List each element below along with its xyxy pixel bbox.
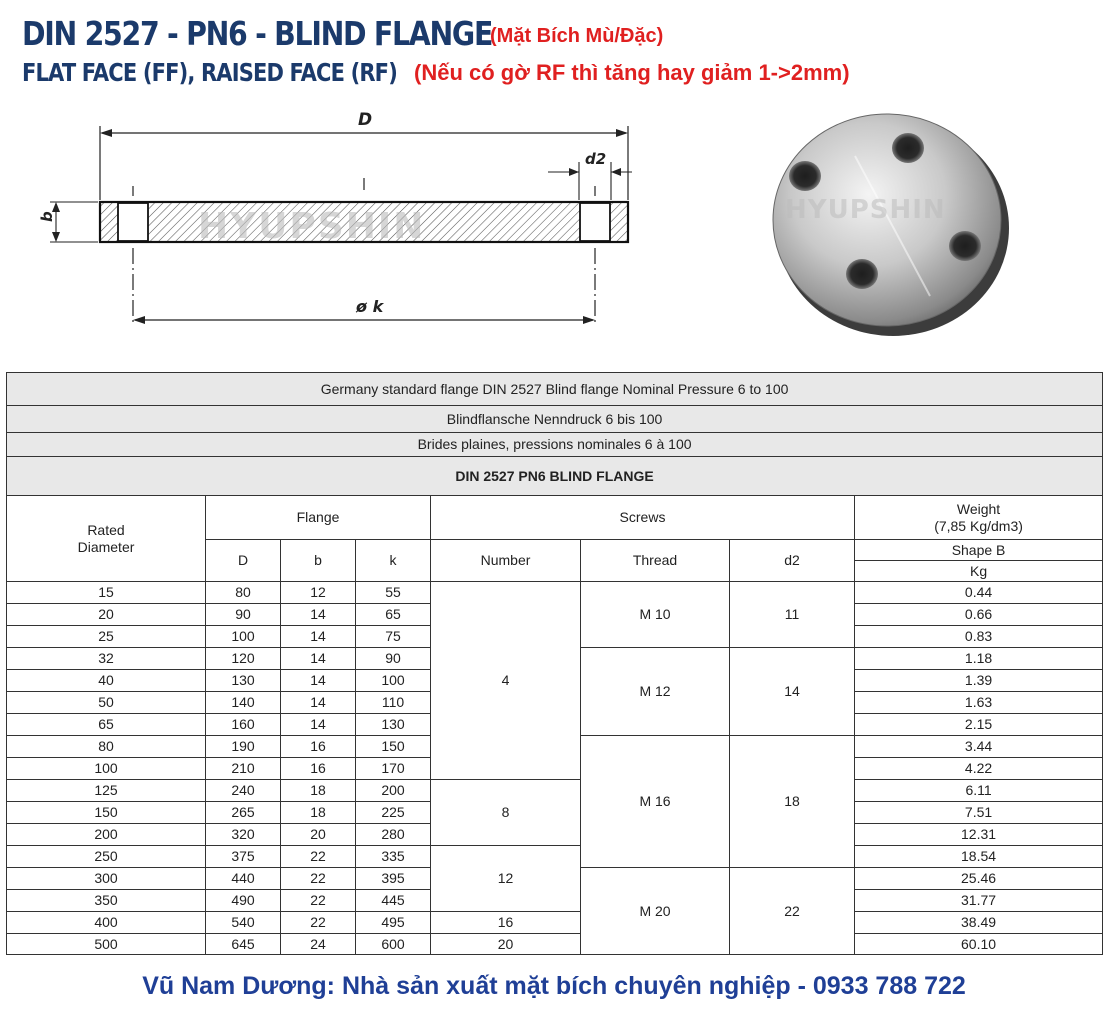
cell-D: 190 [206,736,281,758]
cell-b: 24 [281,934,356,955]
cell-weight: 18.54 [855,846,1103,868]
cell-k: 100 [356,670,431,692]
page-title-vietnamese: (Mặt Bích Mù/Đặc) [490,25,664,47]
cell-weight: 25.46 [855,868,1103,890]
cell-b: 18 [281,780,356,802]
cell-d2: 11 [730,582,855,648]
cell-screw-number: 8 [431,780,581,846]
cell-b: 14 [281,648,356,670]
cell-weight: 0.44 [855,582,1103,604]
cell-rated-diameter: 40 [7,670,206,692]
cell-D: 100 [206,626,281,648]
cell-screw-number: 12 [431,846,581,912]
cell-weight: 6.11 [855,780,1103,802]
cell-weight: 2.15 [855,714,1103,736]
cell-b: 22 [281,912,356,934]
cell-weight: 38.49 [855,912,1103,934]
table-title-fr: Brides plaines, pressions nominales 6 à 100 [7,433,1103,457]
page-subtitle-note: (Nếu có gờ RF thì tăng hay giảm 1->2mm) [414,60,850,85]
cell-b: 20 [281,824,356,846]
col-header-thread: Thread [581,540,730,582]
cell-weight: 12.31 [855,824,1103,846]
cell-rated-diameter: 80 [7,736,206,758]
table-title-main: DIN 2527 PN6 BLIND FLANGE [7,457,1103,496]
table-title-en: Germany standard flange DIN 2527 Blind flange Nominal Pressure 6 to 100 [7,373,1103,406]
col-header-number: Number [431,540,581,582]
cell-d2: 22 [730,868,855,955]
cell-k: 335 [356,846,431,868]
cell-k: 65 [356,604,431,626]
dim-label-D: D [358,110,373,130]
cell-k: 130 [356,714,431,736]
cell-k: 90 [356,648,431,670]
cell-rated-diameter: 150 [7,802,206,824]
cell-rated-diameter: 400 [7,912,206,934]
cell-screw-number: 4 [431,582,581,780]
cell-rated-diameter: 100 [7,758,206,780]
table-row [7,846,1103,868]
page-subtitle: FLAT FACE (FF), RAISED FACE (RF) [22,58,397,87]
col-header-flange: Flange [206,496,431,540]
cell-D: 320 [206,824,281,846]
cell-thread: M 16 [581,736,730,868]
cell-k: 395 [356,868,431,890]
cell-b: 22 [281,868,356,890]
cell-weight: 7.51 [855,802,1103,824]
cell-k: 200 [356,780,431,802]
title-line-1 [22,14,664,53]
table-row [7,912,1103,934]
cell-weight: 0.66 [855,604,1103,626]
cell-rated-diameter: 250 [7,846,206,868]
cell-weight: 3.44 [855,736,1103,758]
cell-rated-diameter: 65 [7,714,206,736]
cell-rated-diameter: 20 [7,604,206,626]
cell-k: 150 [356,736,431,758]
cell-rated-diameter: 32 [7,648,206,670]
flange-photo [765,96,1015,346]
cell-rated-diameter: 200 [7,824,206,846]
table-title-de: Blindflansche Nenndruck 6 bis 100 [7,406,1103,433]
cell-D: 80 [206,582,281,604]
page-title: DIN 2527 - PN6 - BLIND FLANGE [22,14,493,53]
table-row [7,582,1103,604]
cell-b: 18 [281,802,356,824]
cell-b: 14 [281,670,356,692]
cell-D: 440 [206,868,281,890]
cell-thread: M 20 [581,868,730,955]
drawing-watermark: HYUPSHIN [198,206,426,247]
cell-rated-diameter: 350 [7,890,206,912]
cell-b: 22 [281,846,356,868]
cell-D: 540 [206,912,281,934]
cell-screw-number: 20 [431,934,581,955]
cell-weight: 1.63 [855,692,1103,714]
cell-b: 12 [281,582,356,604]
col-header-D: D [206,540,281,582]
flange-spec-table [6,372,1103,955]
table-row [7,780,1103,802]
cell-D: 240 [206,780,281,802]
cell-k: 75 [356,626,431,648]
cell-b: 14 [281,714,356,736]
cell-k: 170 [356,758,431,780]
cell-weight: 1.39 [855,670,1103,692]
cell-thread: M 10 [581,582,730,648]
cell-D: 120 [206,648,281,670]
table-row [7,934,1103,955]
footer-contact: Vũ Nam Dương: Nhà sản xuất mặt bích chuyên nghiệp - 0933 788 722 [142,972,966,1000]
cell-D: 265 [206,802,281,824]
cell-rated-diameter: 125 [7,780,206,802]
cell-b: 22 [281,890,356,912]
col-header-rated-diameter: Rated Diameter [7,496,206,582]
cell-b: 14 [281,692,356,714]
cell-b: 14 [281,626,356,648]
cell-d2: 18 [730,736,855,868]
cell-D: 160 [206,714,281,736]
cell-D: 140 [206,692,281,714]
cell-rated-diameter: 50 [7,692,206,714]
cell-k: 110 [356,692,431,714]
col-header-screws: Screws [431,496,855,540]
cell-weight: 60.10 [855,934,1103,955]
photo-watermark: HYUPSHIN [785,195,946,225]
cell-rated-diameter: 25 [7,626,206,648]
cell-D: 210 [206,758,281,780]
cell-screw-number: 16 [431,912,581,934]
col-header-shape: Shape B [855,540,1103,561]
dim-label-k: ø k [356,297,384,316]
cell-k: 495 [356,912,431,934]
cell-D: 375 [206,846,281,868]
cell-b: 14 [281,604,356,626]
cell-k: 225 [356,802,431,824]
cell-rated-diameter: 500 [7,934,206,955]
cell-k: 280 [356,824,431,846]
col-header-b: b [281,540,356,582]
cell-k: 445 [356,890,431,912]
cell-D: 90 [206,604,281,626]
cell-D: 130 [206,670,281,692]
col-header-weight: Weight (7,85 Kg/dm3) [855,496,1103,540]
flange-drawing [28,100,668,340]
col-header-k: k [356,540,431,582]
cell-rated-diameter: 300 [7,868,206,890]
col-header-kg: Kg [855,561,1103,582]
cell-k: 55 [356,582,431,604]
cell-k: 600 [356,934,431,955]
cell-weight: 31.77 [855,890,1103,912]
dim-label-b: b [38,211,56,222]
cell-b: 16 [281,758,356,780]
cell-thread: M 12 [581,648,730,736]
col-header-d2: d2 [730,540,855,582]
dim-label-d2: d2 [585,150,607,168]
cell-weight: 4.22 [855,758,1103,780]
cell-D: 645 [206,934,281,955]
title-line-2 [22,58,850,87]
cell-weight: 0.83 [855,626,1103,648]
cell-D: 490 [206,890,281,912]
cell-rated-diameter: 15 [7,582,206,604]
cell-weight: 1.18 [855,648,1103,670]
cell-b: 16 [281,736,356,758]
cell-d2: 14 [730,648,855,736]
